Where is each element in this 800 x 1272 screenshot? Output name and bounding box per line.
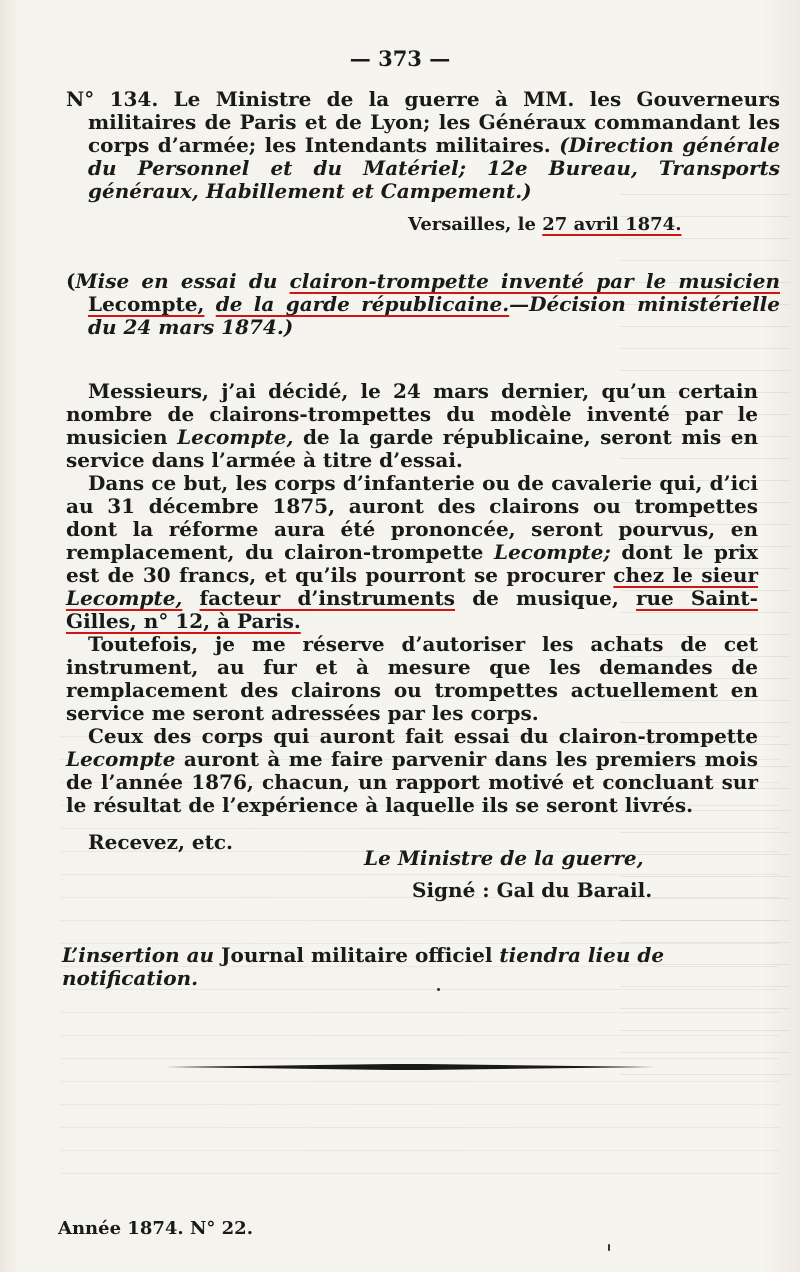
dateline-date: 27 avril 1874. xyxy=(542,214,682,235)
paragraph-3: Toutefois, je me réserve d’autoriser les achats de cet instrument, au fur et à mesure que les demandes de remplacement des clairons ou trompettes actuellement en service me seront adressées par les corps. xyxy=(66,632,758,725)
circular-number: N° 134. xyxy=(66,87,159,111)
subject-part-a: Mise en essai du xyxy=(75,269,278,293)
subject-decision: —Décision ministérielle du 24 mars 1874.) xyxy=(88,292,780,339)
p2-supplier-name: Lecompte, xyxy=(66,586,183,610)
circular-heading xyxy=(66,88,780,203)
ink-speck xyxy=(437,988,440,991)
closing: Recevez, etc. xyxy=(88,830,233,854)
p1-inventor-name: Lecompte, xyxy=(177,425,294,449)
p2-inventor-name: Lecompte; xyxy=(494,540,611,564)
p1-text-b: de la garde républicaine, seront mis en service dans l’armée à titre d’essai. xyxy=(66,425,759,472)
p1-text-a: Messieurs, j’ai décidé, le 24 mars dernier, qu’un certain nombre de clairons-trompettes du modèle inventé par le musicien xyxy=(66,379,758,449)
signature-signed: Signé : Gal du Barail. xyxy=(412,878,653,902)
footer-issue: Année 1874. N° 22. xyxy=(58,1218,253,1239)
p2-supplier-address: rue Saint-Gilles, n° 12, à Paris. xyxy=(66,586,758,633)
paragraph-4 xyxy=(66,725,758,817)
ornamental-rule xyxy=(165,1064,655,1070)
p2-supplier-trade: facteur d’instruments xyxy=(199,586,456,610)
subject-open: ( xyxy=(66,269,76,293)
paragraph-1 xyxy=(66,380,758,472)
body-text xyxy=(66,380,758,854)
insertion-part-a: L’insertion au xyxy=(62,943,215,967)
paragraph-2 xyxy=(66,472,758,633)
p2-text-a: Dans ce but, les corps d’infanterie ou de cavalerie qui, d’ici au 31 décembre 1875, auront des clairons ou trompettes dont la réforme aura été prononcée, seront pourvus, en remplacement, du clairon-trompette xyxy=(66,471,758,564)
insertion-journal: Journal militaire officiel xyxy=(221,943,493,967)
insertion-note xyxy=(62,944,762,990)
circular-addressees: Le Ministre de la guerre à MM. les Gouverneurs militaires de Paris et de Lyon; les Généraux commandant les corps d’armée; les Intendants militaires. xyxy=(88,87,780,157)
subject-invention: clairon-trompette inventé par le musicien xyxy=(289,269,780,293)
signature-title: Le Ministre de la guerre, xyxy=(364,846,644,870)
insertion-part-c: tiendra lieu de notification. xyxy=(62,943,665,990)
p4-text-b: auront à me faire parvenir dans les premiers mois de l’année 1876, chacun, un rapport motivé et concluant sur le résultat de l’expérience à laquelle ils se seront livrés. xyxy=(66,747,759,817)
p2-supplier-a: chez le sieur xyxy=(613,563,759,587)
p4-inventor-name: Lecompte xyxy=(66,747,176,771)
dateline xyxy=(408,214,681,235)
dateline-place: Versailles, le xyxy=(408,214,536,235)
ink-mark xyxy=(608,1244,610,1251)
circular-direction: (Direction générale du Personnel et du Matériel; 12e Bureau, Transports généraux, Habillement et Campement.) xyxy=(88,133,780,203)
p2-text-b: dont le prix est de 30 francs, et qu’ils pourront se procurer xyxy=(66,540,758,587)
p2-text-e: de musique, xyxy=(472,586,619,610)
subject-line xyxy=(66,270,780,339)
p4-text-a: Ceux des corps qui auront fait essai du clairon-trompette xyxy=(88,724,758,748)
subject-unit: de la garde républicaine. xyxy=(215,292,510,316)
subject-inventor: Lecompte, xyxy=(88,292,205,316)
page-number: — 373 — xyxy=(349,46,451,71)
